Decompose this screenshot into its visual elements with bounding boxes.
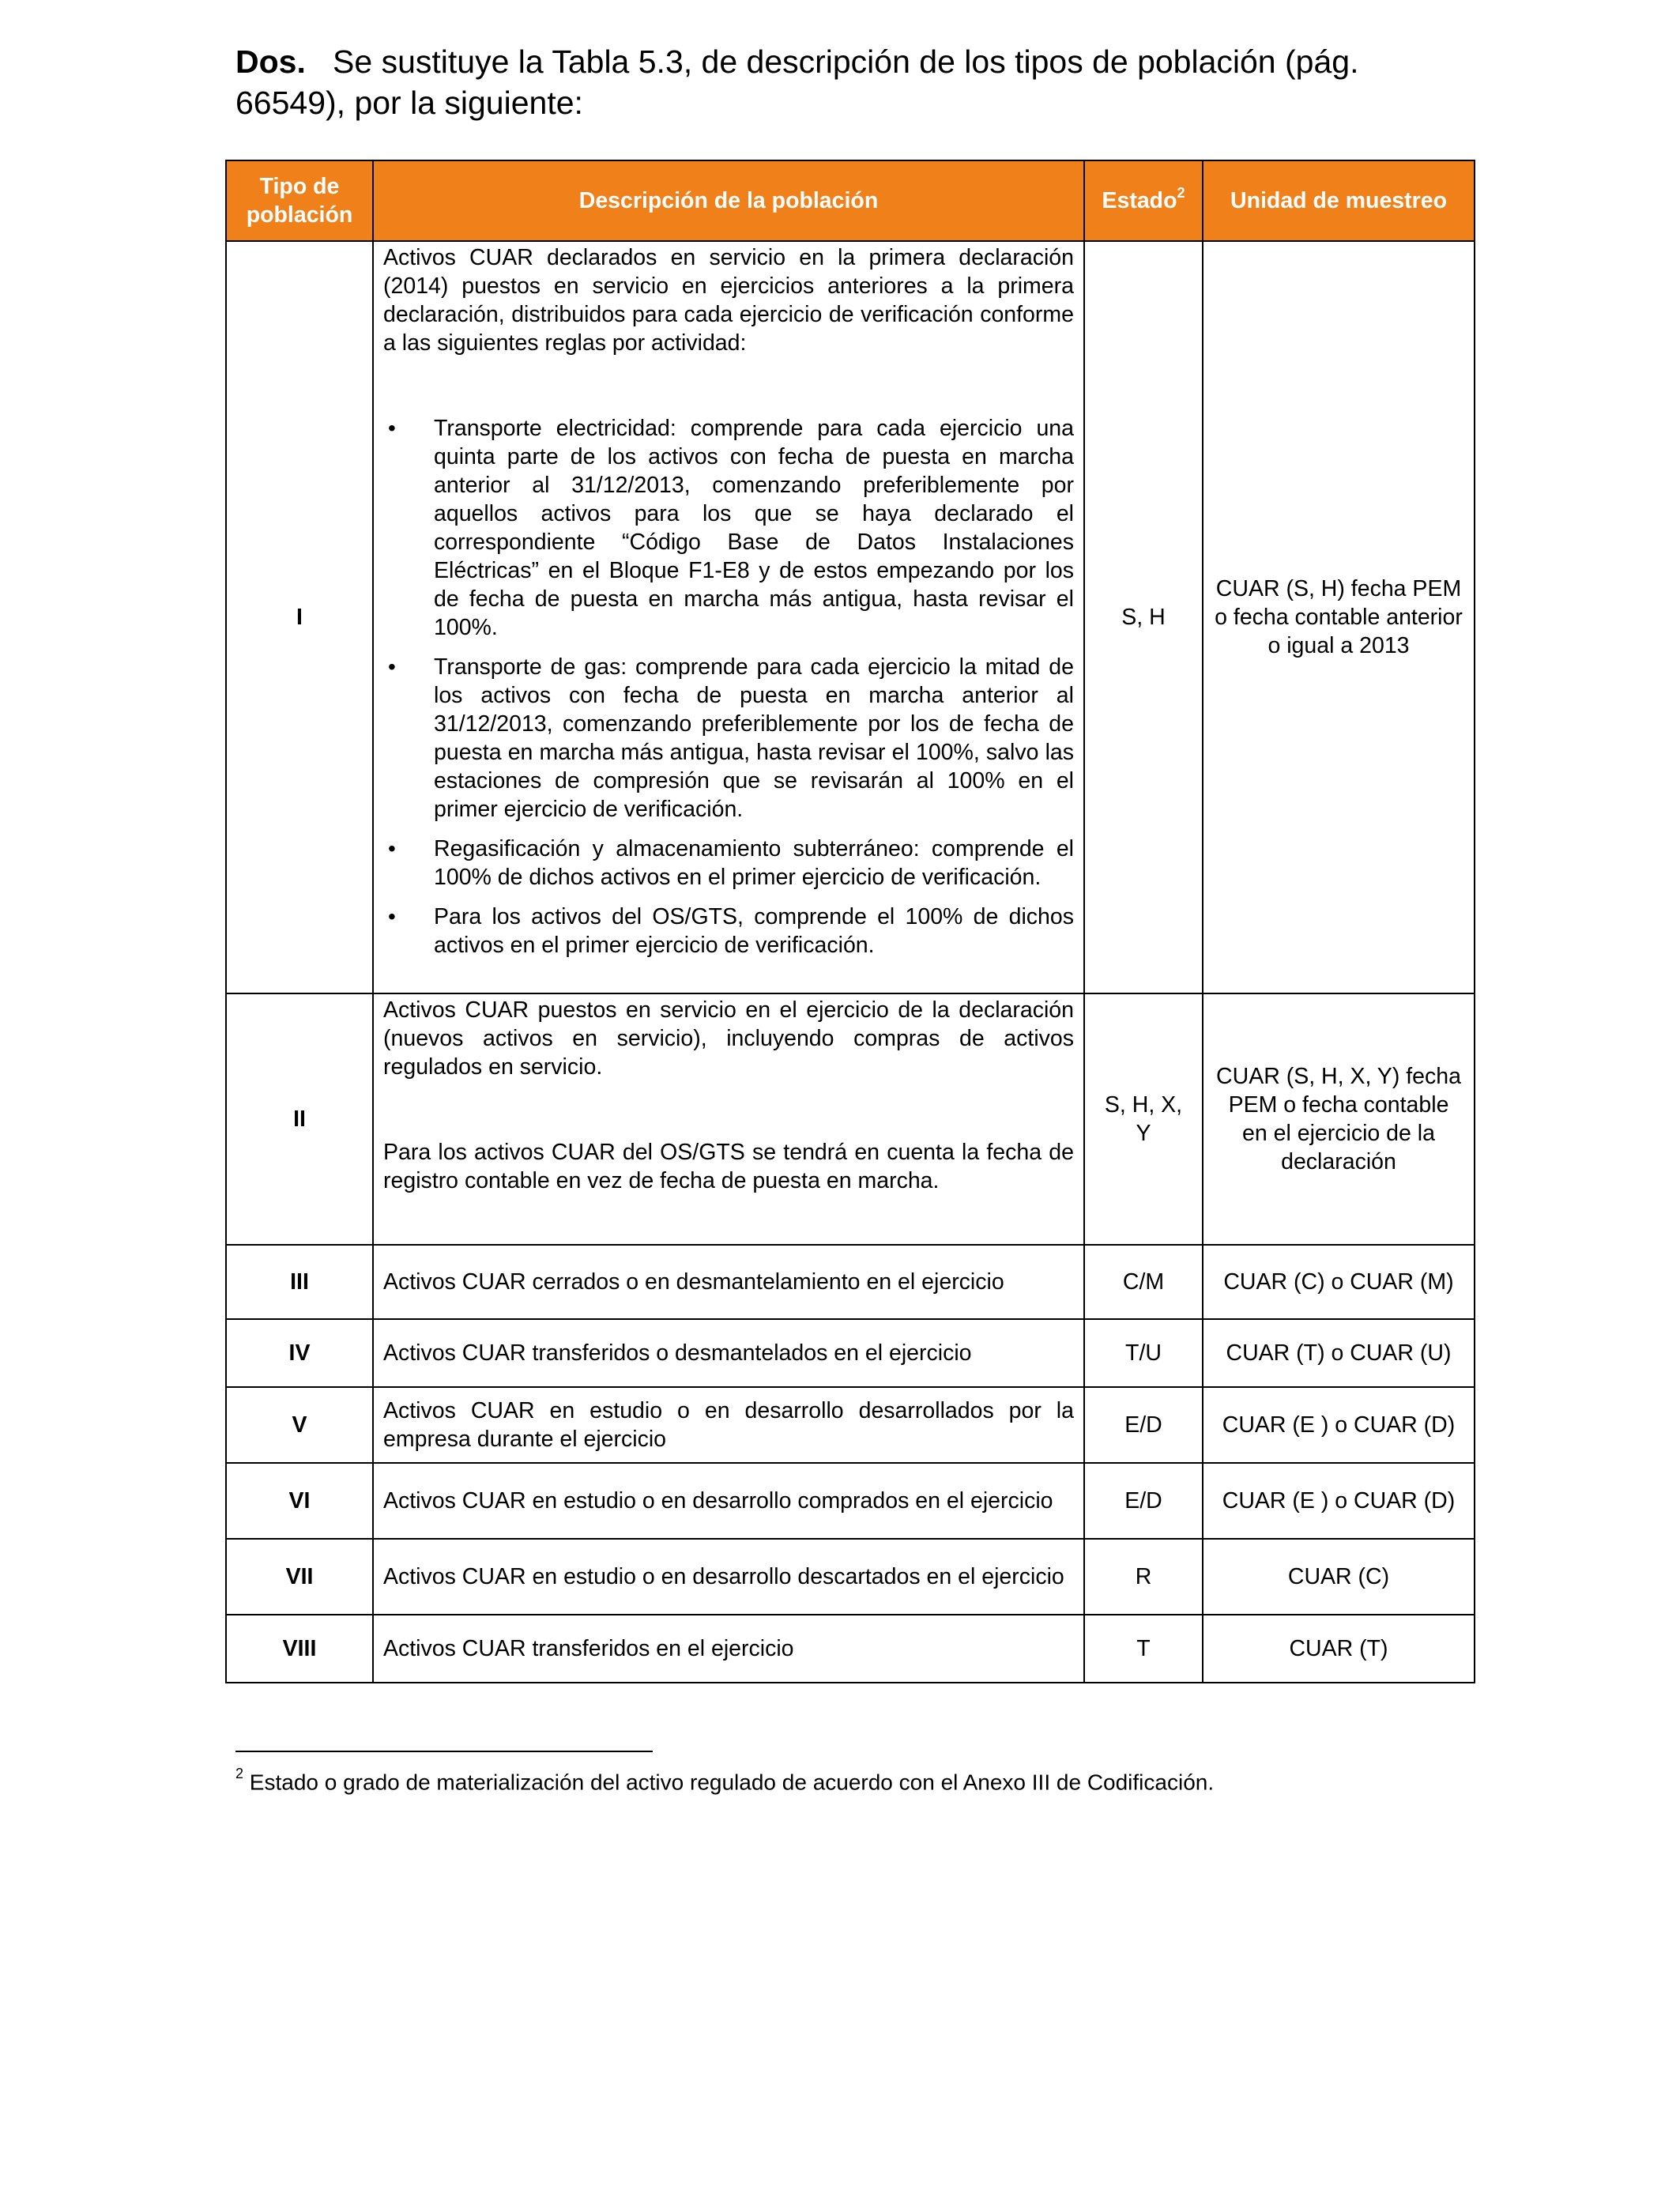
bullet-icon: •	[388, 904, 396, 929]
cell-estado: T/U	[1084, 1319, 1203, 1387]
cell-tipo: II	[226, 993, 373, 1245]
table-row	[226, 1319, 1475, 1387]
cell-unidad: CUAR (E ) o CUAR (D)	[1203, 1463, 1475, 1539]
table-row	[226, 1245, 1475, 1319]
table-row	[226, 1539, 1475, 1615]
cell-tipo: VI	[226, 1463, 373, 1539]
cell-descripcion: Activos CUAR cerrados o en desmantelamiento en el ejercicio	[373, 1245, 1084, 1319]
cell-unidad: CUAR (E ) o CUAR (D)	[1203, 1387, 1475, 1463]
cell-descripcion	[373, 241, 1084, 993]
intro-paragraph	[235, 41, 1468, 123]
cell-estado: S, H	[1084, 241, 1203, 993]
list-item-text: Transporte de gas: comprende para cada ejercicio la mitad de los activos con fecha de puesta en marcha anterior al 31/12/2013, comenzando preferiblemente por los de fecha de puesta en marcha más antigua, hasta revisar el 100%, salvo las estaciones de compresión que se revisarán al 100% en el primer ejercicio de verificación.	[434, 654, 1074, 822]
cell-descripcion: Activos CUAR en estudio o en desarrollo comprados en el ejercicio	[373, 1463, 1084, 1539]
table-row	[226, 993, 1475, 1245]
footnote-mark: 2	[235, 1766, 244, 1781]
list-item	[383, 653, 1074, 824]
descripcion-intro: Activos CUAR declarados en servicio en la primera declaración (2014) puestos en servicio en ejercicios anteriores a la primera declaración, distribuidos para cada ejercicio de verificación conforme a las siguientes reglas por actividad:	[383, 245, 1074, 356]
cell-tipo: IV	[226, 1319, 373, 1387]
footnote-ref: 2	[1177, 184, 1185, 201]
cell-tipo: V	[226, 1387, 373, 1463]
cell-unidad: CUAR (S, H) fecha PEM o fecha contable anterior o igual a 2013	[1203, 241, 1475, 993]
list-item	[383, 835, 1074, 892]
header-estado	[1084, 160, 1203, 241]
bullet-icon: •	[388, 654, 396, 679]
cell-descripcion: Activos CUAR transferidos o desmantelados en el ejercicio	[373, 1319, 1084, 1387]
descripcion-p2: Para los activos CUAR del OS/GTS se tendrá en cuenta la fecha de registro contable en vez de fecha de puesta en marcha.	[383, 1140, 1074, 1193]
cell-tipo: VIII	[226, 1615, 373, 1683]
cell-estado: E/D	[1084, 1387, 1203, 1463]
bullet-icon: •	[388, 416, 396, 440]
table-header-row	[226, 160, 1475, 241]
descripcion-p1: Activos CUAR puestos en servicio en el ejercicio de la declaración (nuevos activos en servicio), incluyendo compras de activos regulados en servicio.	[383, 997, 1074, 1080]
population-types-table	[225, 160, 1475, 1683]
cell-estado: S, H, X, Y	[1084, 993, 1203, 1245]
header-estado-label: Estado	[1102, 188, 1177, 213]
intro-lead: Dos.	[235, 43, 306, 80]
header-unidad: Unidad de muestreo	[1203, 160, 1475, 241]
list-item-text: Regasificación y almacenamiento subterráneo: comprende el 100% de dichos activos en el primer ejercicio de verificación.	[434, 836, 1074, 890]
cell-unidad: CUAR (C) o CUAR (M)	[1203, 1245, 1475, 1319]
header-tipo: Tipo de población	[226, 160, 373, 241]
cell-estado: E/D	[1084, 1463, 1203, 1539]
cell-tipo: III	[226, 1245, 373, 1319]
list-item-text: Para los activos del OS/GTS, comprende el 100% de dichos activos en el primer ejercicio de verificación.	[434, 904, 1074, 958]
table-row	[226, 1387, 1475, 1463]
list-item	[383, 903, 1074, 959]
table-row	[226, 241, 1475, 993]
rules-list	[383, 414, 1074, 959]
cell-estado: T	[1084, 1615, 1203, 1683]
cell-descripcion	[373, 993, 1084, 1245]
cell-unidad: CUAR (S, H, X, Y) fecha PEM o fecha contable en el ejercicio de la declaración	[1203, 993, 1475, 1245]
header-descripcion: Descripción de la población	[373, 160, 1084, 241]
cell-descripcion: Activos CUAR en estudio o en desarrollo descartados en el ejercicio	[373, 1539, 1084, 1615]
table-row	[226, 1615, 1475, 1683]
cell-tipo: I	[226, 241, 373, 993]
footnote-divider	[235, 1751, 653, 1752]
cell-unidad: CUAR (T) o CUAR (U)	[1203, 1319, 1475, 1387]
footnote-text: Estado o grado de materialización del activo regulado de acuerdo con el Anexo III de Codificación.	[249, 1770, 1215, 1795]
list-item	[383, 414, 1074, 642]
table-row	[226, 1463, 1475, 1539]
list-item-text: Transporte electricidad: comprende para cada ejercicio una quinta parte de los activos con fecha de puesta en marcha anterior al 31/12/2013, comenzando preferiblemente por aquellos activos para los que se haya declarado el correspondiente “Código Base de Datos Instalaciones Eléctricas” en el Bloque F1-E8 y de estos empezando por los de fecha de puesta en marcha más antigua, hasta revisar el 100%.	[434, 416, 1074, 640]
cell-descripcion: Activos CUAR en estudio o en desarrollo desarrollados por la empresa durante el ejercicio	[373, 1387, 1084, 1463]
intro-text: Se sustituye la Tabla 5.3, de descripción de los tipos de población (pág. 66549), por la siguiente:	[235, 43, 1359, 121]
cell-unidad: CUAR (C)	[1203, 1539, 1475, 1615]
cell-estado: R	[1084, 1539, 1203, 1615]
bullet-icon: •	[388, 836, 396, 861]
footnote	[235, 1761, 1468, 1798]
cell-tipo: VII	[226, 1539, 373, 1615]
cell-estado: C/M	[1084, 1245, 1203, 1319]
cell-descripcion: Activos CUAR transferidos en el ejercicio	[373, 1615, 1084, 1683]
cell-unidad: CUAR (T)	[1203, 1615, 1475, 1683]
